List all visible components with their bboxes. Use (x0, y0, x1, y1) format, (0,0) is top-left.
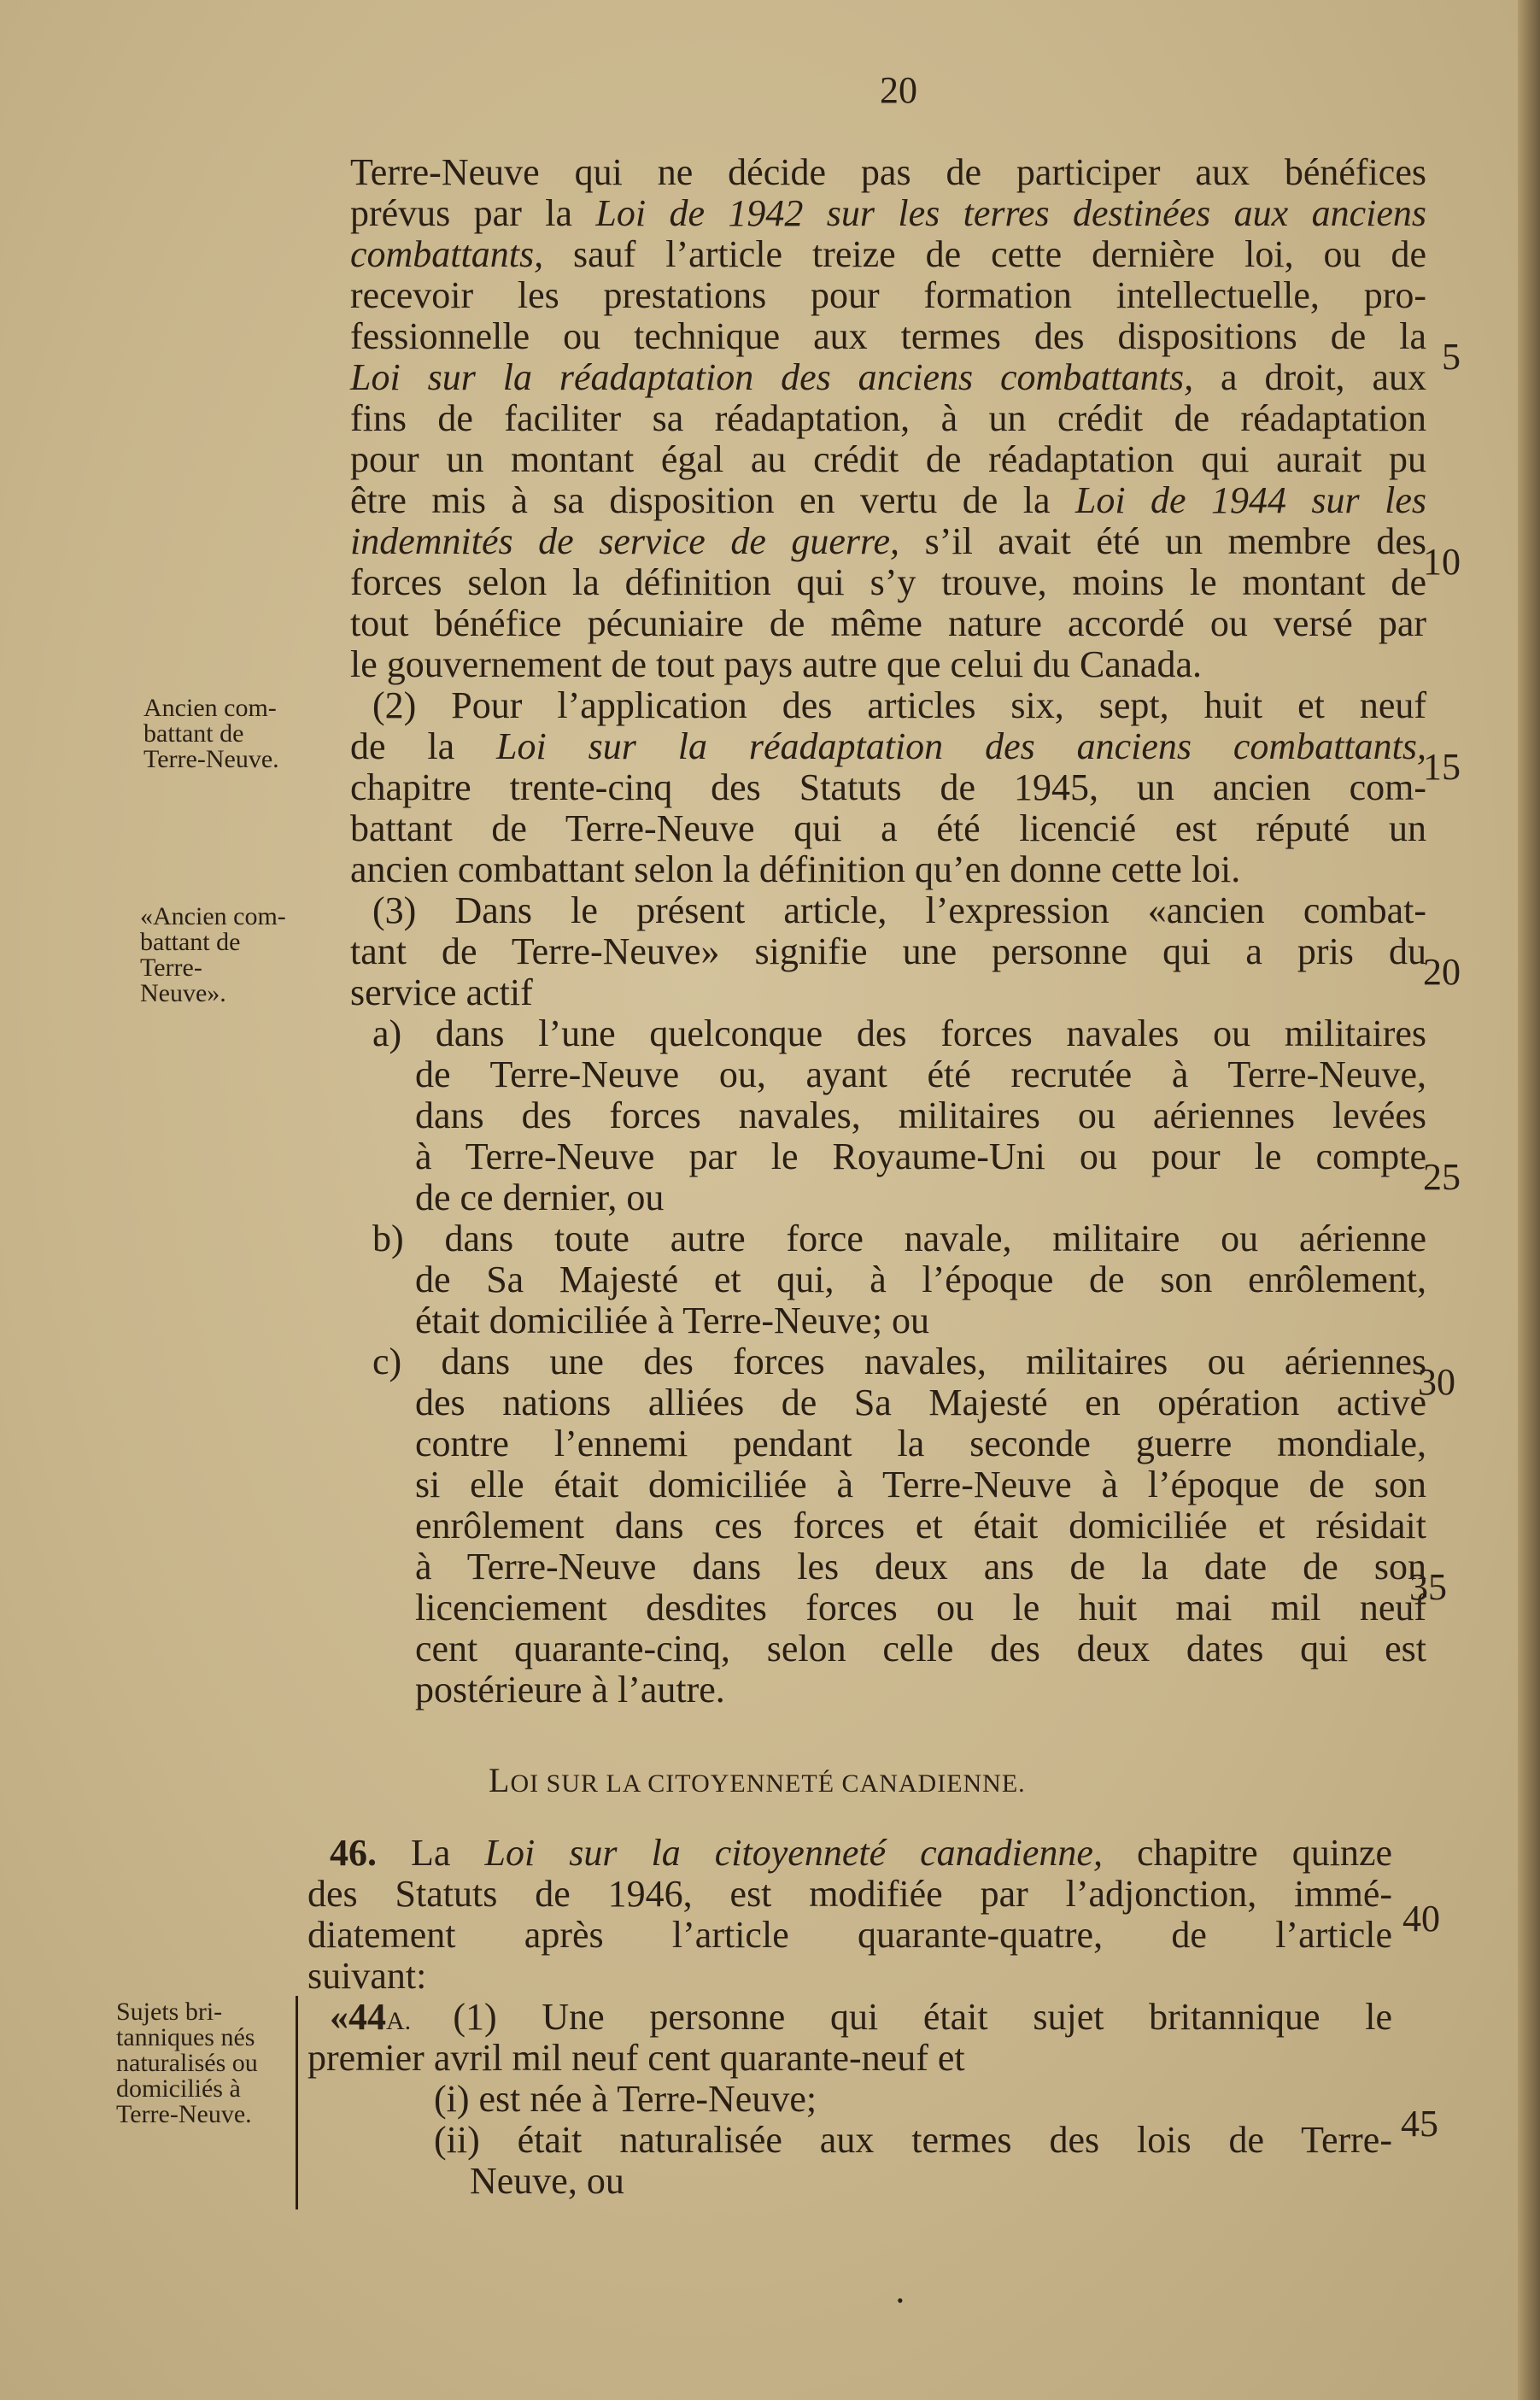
margin-note-line: battant de (143, 719, 244, 748)
margin-note-line: «Ancien com- (140, 902, 286, 930)
text-line (350, 685, 1426, 726)
text-line (350, 234, 1426, 275)
text-run: (i) est née à Terre-Neuve; (434, 2078, 817, 2120)
margin-note-line: tanniques nés (116, 2023, 255, 2051)
text-line (307, 1833, 1392, 1874)
italic-text: Loi de 1942 sur les terres destinées aux anciens (595, 192, 1426, 234)
text-line (350, 480, 1426, 521)
text-line (307, 1915, 1392, 1956)
margin-note-line: Terre-Neuve. (143, 745, 279, 773)
line-number-35: 35 (1409, 1566, 1447, 1608)
text-run: le gouvernement de tout pays autre que celui du Canada. (350, 643, 1202, 685)
text-run: chapitre trente-cinq des Statuts de 1945, un ancien com- (350, 766, 1426, 808)
text-line (350, 1218, 1426, 1259)
line-number-25: 25 (1423, 1156, 1461, 1198)
text-run: (ii) était naturalisée aux termes des lois de Terre- (434, 2119, 1392, 2161)
margin-note-definition (140, 904, 286, 1006)
text-line (350, 521, 1426, 562)
heading-text: OI SUR LA CITOYENNETÉ CANADIENNE. (510, 1769, 1026, 1798)
text-line (350, 1546, 1426, 1587)
line-number-40: 40 (1402, 1898, 1440, 1939)
text-run: premier avril mil neuf cent quarante-neuf et (307, 2037, 965, 2079)
line-number-15: 15 (1423, 746, 1461, 788)
margin-note-line: Terre- (140, 954, 202, 982)
margin-note-line: Ancien com- (143, 694, 277, 722)
text-run: prévus par la (350, 192, 596, 234)
italic-text: Loi sur la citoyenneté canadienne, (484, 1832, 1103, 1874)
text-line (350, 890, 1426, 931)
margin-note-sujets-britanniques (116, 1999, 258, 2127)
section-number-44a: «44 (330, 1996, 386, 2038)
text-run: cent quarante-cinq, selon celle des deux dates qui est (415, 1628, 1426, 1669)
text-line (350, 1177, 1426, 1218)
text-run: de ce dernier, ou (415, 1177, 665, 1218)
text-line (350, 439, 1426, 480)
text-run: fins de faciliter sa réadaptation, à un crédit de réadaptation (350, 397, 1426, 439)
margin-note-line: Neuve». (140, 979, 226, 1007)
text-line (307, 1956, 1392, 1997)
italic-text: indemnités de service de guerre, (350, 520, 900, 562)
text-line (350, 316, 1426, 357)
text-line (350, 644, 1426, 685)
heading-cap-letter: L (489, 1761, 511, 1799)
book-spine-shadow (1518, 0, 1540, 2400)
text-run: service actif (350, 971, 533, 1013)
text-run: être mis à sa disposition en vertu de la (350, 479, 1075, 521)
text-run: des nations alliées de Sa Majesté en opération active (415, 1382, 1426, 1423)
text-run: licenciement desdites forces ou le huit mai mil neuf (415, 1587, 1426, 1628)
line-number-30: 30 (1418, 1361, 1455, 1403)
text-run: de la (350, 725, 497, 767)
main-text-block (350, 152, 1426, 1711)
text-run: (1) Une personne qui était sujet britannique le (453, 1996, 1393, 2038)
margin-note-line: domiciliés à (116, 2074, 241, 2103)
text-line (350, 1341, 1426, 1382)
text-line (350, 1013, 1426, 1054)
line-number-5: 5 (1442, 336, 1461, 378)
text-line (350, 1054, 1426, 1095)
bottom-mark: • (897, 2290, 904, 2311)
text-line (350, 1259, 1426, 1300)
text-run: suivant: (307, 1955, 427, 1997)
text-run: c) dans une des forces navales, militaires ou aériennes (372, 1341, 1426, 1382)
text-run: diatement après l’article quarante-quatre, de l’article (307, 1914, 1392, 1956)
text-run: (3) Dans le présent article, l’expression «ancien combat- (372, 889, 1426, 931)
text-run: à Terre-Neuve par le Royaume-Uni ou pour le compte (415, 1135, 1426, 1177)
text-run: a) dans l’une quelconque des forces navales ou militaires (372, 1012, 1426, 1054)
text-run: b) dans toute autre force navale, militaire ou aérienne (372, 1218, 1426, 1259)
text-run: a droit, aux (1193, 356, 1426, 398)
text-line (307, 1874, 1392, 1915)
margin-note-line: Terre-Neuve. (116, 2100, 252, 2128)
section-number: 46. (330, 1832, 412, 1874)
text-run: contre l’ennemi pendant la seconde guerre mondiale, (415, 1423, 1426, 1464)
margin-note-line: Sujets bri- (116, 1998, 223, 2026)
text-run: (2) Pour l’application des articles six, sept, huit et neuf (372, 684, 1426, 726)
text-line (307, 2079, 1392, 2120)
text-line (350, 1382, 1426, 1423)
text-run: tout bénéfice pécuniaire de même nature accordé ou versé par (350, 602, 1426, 644)
text-line (307, 2120, 1392, 2161)
text-line (307, 2161, 1392, 2202)
text-line (350, 603, 1426, 644)
text-line (350, 726, 1426, 767)
text-line (350, 562, 1426, 603)
text-run: était domiciliée à Terre-Neuve; ou (415, 1300, 930, 1341)
text-line (350, 193, 1426, 234)
text-line (307, 1997, 1392, 2038)
text-line (350, 1095, 1426, 1136)
text-line (350, 357, 1426, 398)
text-line (350, 1300, 1426, 1341)
italic-text: Loi sur la réadaptation des anciens combattants, (496, 725, 1426, 767)
text-run: Terre-Neuve qui ne décide pas de participer aux bénéfices (350, 151, 1426, 193)
text-run: La (411, 1832, 485, 1874)
margin-note-line: battant de (140, 928, 241, 956)
line-number-45: 45 (1401, 2103, 1438, 2145)
text-line (350, 808, 1426, 849)
text-line (350, 1423, 1426, 1464)
text-line (350, 931, 1426, 972)
text-line (350, 275, 1426, 316)
page-number: 20 (880, 69, 917, 111)
text-line (350, 1464, 1426, 1505)
text-run: enrôlement dans ces forces et était domiciliée et résidait (415, 1505, 1426, 1546)
text-line (350, 972, 1426, 1013)
text-run: des Statuts de 1946, est modifiée par l’adjonction, immé- (307, 1873, 1392, 1915)
italic-text: Loi de 1944 sur les (1074, 479, 1426, 521)
text-line (350, 1669, 1426, 1711)
section-heading (489, 1760, 1026, 1800)
text-run: pour un montant égal au crédit de réadaptation qui aurait pu (350, 438, 1426, 480)
line-number-20: 20 (1423, 951, 1461, 993)
text-line (307, 2038, 1392, 2079)
text-run: de Terre-Neuve ou, ayant été recrutée à Terre-Neuve, (415, 1053, 1426, 1095)
text-line (350, 152, 1426, 193)
text-line (350, 849, 1426, 890)
text-line (350, 1505, 1426, 1546)
italic-text: Loi sur la réadaptation des anciens combattants, (350, 356, 1194, 398)
section-suffix: A. (386, 2007, 454, 2035)
text-run: postérieure à l’autre. (415, 1669, 725, 1711)
text-run: fessionnelle ou technique aux termes des dispositions de la (350, 315, 1426, 357)
text-line (350, 767, 1426, 808)
text-line (350, 1587, 1426, 1628)
text-run: chapitre quinze (1102, 1832, 1392, 1874)
text-run: tant de Terre-Neuve» signifie une personne qui a pris du (350, 930, 1426, 972)
text-run: ancien combattant selon la définition qu’en donne cette loi. (350, 848, 1241, 890)
text-run: à Terre-Neuve dans les deux ans de la date de son (415, 1546, 1426, 1587)
italic-text: combattants, (350, 233, 544, 275)
text-run: sauf l’article treize de cette dernière loi, ou de (543, 233, 1426, 275)
text-run: battant de Terre-Neuve qui a été licencié est réputé un (350, 807, 1426, 849)
text-run: dans des forces navales, militaires ou aériennes levées (415, 1094, 1426, 1136)
margin-note-line: naturalisés ou (116, 2049, 258, 2077)
text-run: forces selon la définition qui s’y trouve, moins le montant de (350, 561, 1426, 603)
section-46-block (307, 1833, 1392, 2202)
margin-note-ancien-combattant (143, 695, 279, 772)
text-run: de Sa Majesté et qui, à l’époque de son enrôlement, (415, 1259, 1426, 1300)
line-number-10: 10 (1423, 541, 1461, 583)
text-line (350, 1628, 1426, 1669)
text-line (350, 1136, 1426, 1177)
text-run: s’il avait été un membre des (899, 520, 1427, 562)
margin-vertical-rule (296, 1996, 298, 2209)
text-run: recevoir les prestations pour formation intellectuelle, pro- (350, 274, 1426, 316)
text-line (350, 398, 1426, 439)
text-run: Neuve, ou (470, 2160, 624, 2202)
text-run: si elle était domiciliée à Terre-Neuve à l’époque de son (415, 1464, 1426, 1505)
